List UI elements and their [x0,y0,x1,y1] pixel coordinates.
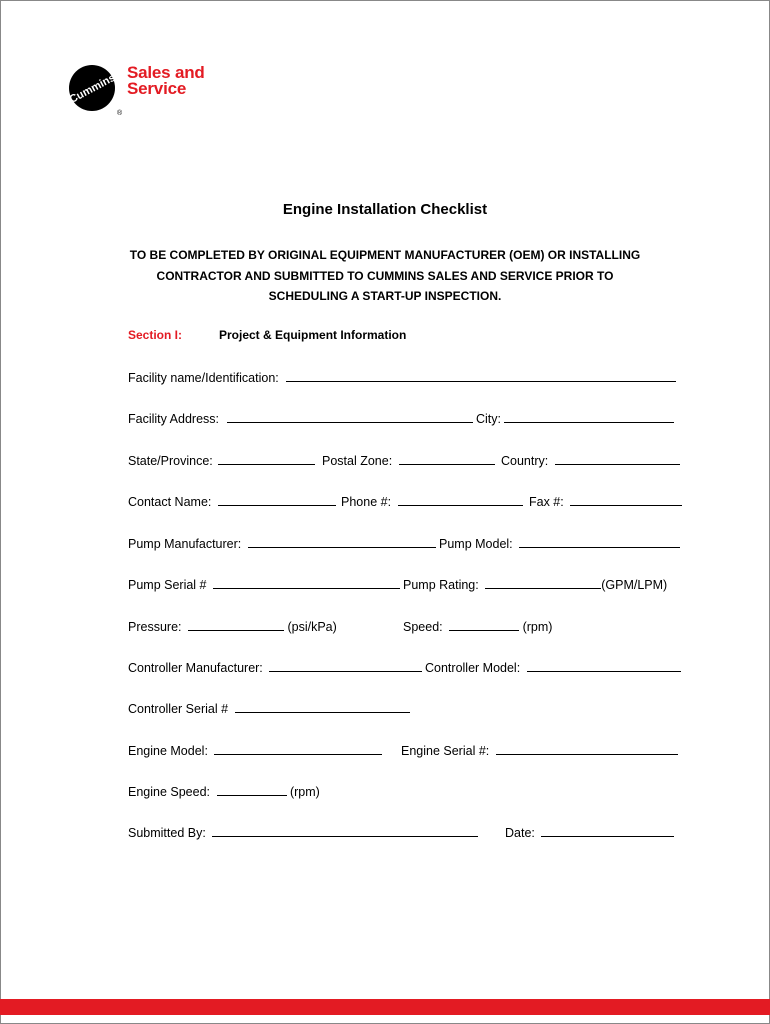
engine-speed-unit: (rpm) [289,785,320,799]
pump-model-field[interactable] [519,535,680,548]
controller-manufacturer-field[interactable] [269,659,422,672]
registered-mark: ® [117,110,123,116]
controller-serial-label: Controller Serial # [128,702,229,716]
pump-serial-field[interactable] [213,576,400,589]
section-title: Project & Equipment Information [219,328,407,342]
facility-address-label: Facility Address: [128,412,220,426]
pump-manufacturer-label: Pump Manufacturer: [128,537,242,551]
pump-model-label: Pump Model: [439,537,513,551]
footer-brand-bar [0,999,770,1015]
engine-speed-label: Engine Speed: [128,785,211,799]
form-row [128,369,676,386]
logo-tagline-line1: Sales and [127,63,205,82]
speed-label: Speed: [403,620,443,634]
instructions-line: TO BE COMPLETED BY ORIGINAL EQUIPMENT MANUFACTURER (OEM) OR INSTALLING [129,248,641,262]
submitted-by-field[interactable] [212,824,478,837]
pump-rating-field[interactable] [485,576,601,589]
state-field[interactable] [218,452,315,465]
date-label: Date: [505,826,535,840]
postal-label: Postal Zone: [322,454,393,468]
speed-unit: (rpm) [522,620,553,634]
contact-label: Contact Name: [128,495,212,509]
section-label: Section I: [128,328,183,342]
pump-serial-label: Pump Serial # [128,578,207,592]
form-row [128,700,410,717]
pump-rating-label: Pump Rating: [403,578,479,592]
facility-name-field[interactable] [286,369,676,382]
instructions-line: CONTRACTOR AND SUBMITTED TO CUMMINS SALES AND SERVICE PRIOR TO [156,268,614,283]
section-header [128,328,407,342]
engine-model-label: Engine Model: [128,744,208,758]
pressure-field[interactable] [188,618,284,631]
logo-wordmark: Cummins [67,71,118,106]
instructions-line: SCHEDULING A START-UP INSPECTION. [268,289,502,303]
facility-address-field[interactable] [227,410,473,423]
phone-field[interactable] [398,493,523,506]
contact-field[interactable] [218,493,336,506]
pressure-label: Pressure: [128,620,182,634]
pump-manufacturer-field[interactable] [248,535,436,548]
facility-name-label: Facility name/Identification: [128,371,279,385]
phone-label: Phone #: [341,495,392,509]
logo-tagline [127,65,205,97]
fax-field[interactable] [570,493,682,506]
cummins-logo-icon [66,62,124,116]
controller-serial-field[interactable] [235,700,410,713]
pump-rating-unit: (GPM/LPM) [601,578,668,592]
engine-serial-field[interactable] [496,742,678,755]
instructions [0,245,770,307]
controller-manufacturer-label: Controller Manufacturer: [128,661,263,675]
date-field[interactable] [541,824,674,837]
engine-speed-field[interactable] [217,783,287,796]
country-field[interactable] [555,452,680,465]
form-row [128,783,320,800]
engine-serial-label: Engine Serial #: [401,744,490,758]
controller-model-field[interactable] [527,659,681,672]
submitted-by-label: Submitted By: [128,826,206,840]
speed-field[interactable] [449,618,519,631]
fax-label: Fax #: [529,495,564,509]
country-label: Country: [501,454,549,468]
controller-model-label: Controller Model: [425,661,521,675]
pressure-unit: (psi/kPa) [287,620,337,634]
state-label: State/Province: [128,454,213,468]
city-field[interactable] [504,410,674,423]
engine-model-field[interactable] [214,742,382,755]
logo-tagline-line2: Service [127,79,187,98]
document-title: Engine Installation Checklist [282,201,488,218]
city-label: City: [476,412,501,426]
postal-field[interactable] [399,452,495,465]
cummins-logo [66,62,226,122]
